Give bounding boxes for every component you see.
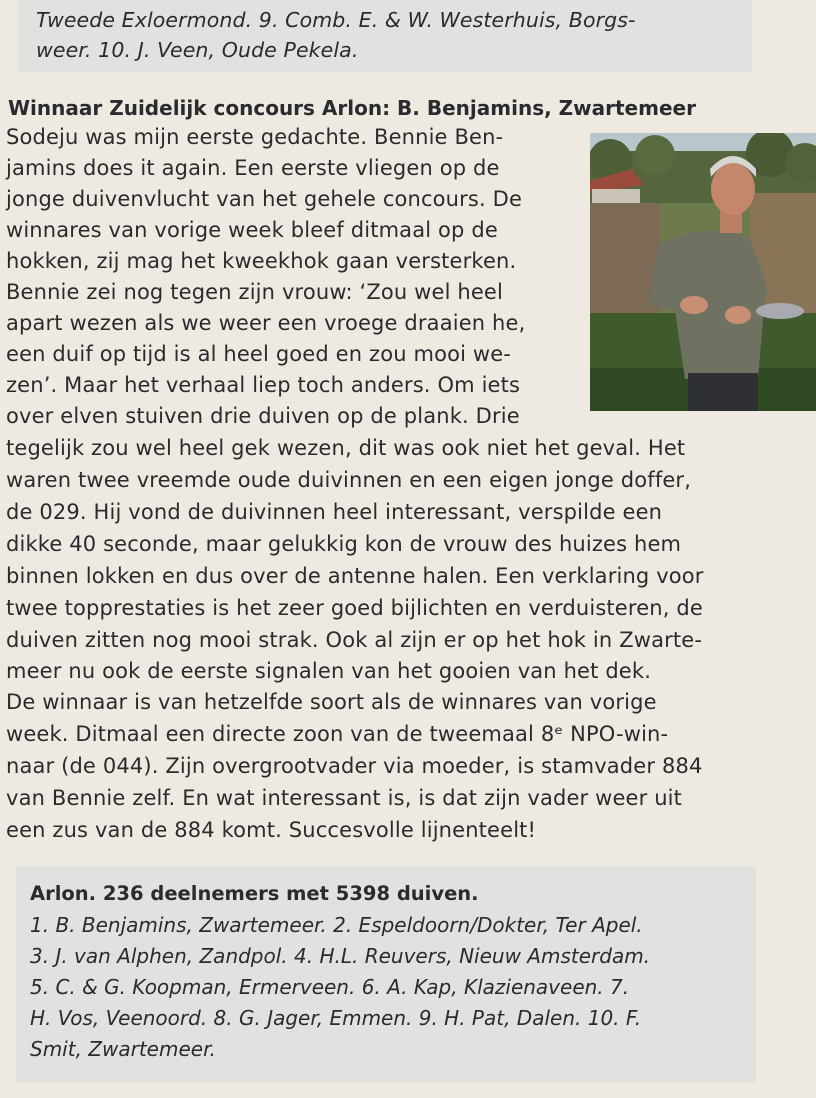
article-line: meer nu ook de eerste signalen van het gooien van het dek.: [6, 659, 652, 683]
results-line: H. Vos, Veenoord. 8. G. Jager, Emmen. 9. H. Pat, Dalen. 10. F.: [30, 1006, 642, 1030]
article-line: een duif op tijd is al heel goed en zou mooi we-: [6, 342, 512, 366]
results-title: Arlon. 236 deelnemers met 5398 duiven.: [30, 882, 479, 905]
results-line: 1. B. Benjamins, Zwartemeer. 2. Espeldoorn/Dokter, Ter Apel.: [30, 913, 643, 937]
article-line: winnares van vorige week bleef ditmaal op de: [6, 218, 498, 242]
article-line: twee topprestaties is het zeer goed bijlichten en verduisteren, de: [6, 596, 703, 620]
article-line: jamins does it again. Een eerste vliegen op de: [6, 156, 500, 180]
article-line: binnen lokken en dus over de antenne halen. Een verklaring voor: [6, 564, 704, 588]
results-line: 5. C. & G. Koopman, Ermerveen. 6. A. Kap, Klazienaveen. 7.: [30, 975, 630, 999]
results-line: 3. J. van Alphen, Zandpol. 4. H.L. Reuvers, Nieuw Amsterdam.: [30, 944, 651, 968]
arlon-results-box: [16, 866, 756, 1082]
results-line: Tweede Exloermond. 9. Comb. E. & W. Westerhuis, Borgs-: [36, 8, 636, 32]
article-line: de 029. Hij vond de duivinnen heel interessant, verspilde een: [6, 500, 663, 524]
article-line: hokken, zij mag het kweekhok gaan versterken.: [6, 249, 517, 273]
article-line: Sodeju was mijn eerste gedachte. Bennie Ben-: [6, 125, 504, 149]
article-line: De winnaar is van hetzelfde soort als de winnares van vorige: [6, 690, 657, 714]
article-line: over elven stuiven drie duiven op de plank. Drie: [6, 404, 520, 428]
article-line: Bennie zei nog tegen zijn vrouw: ‘Zou wel heel: [6, 280, 503, 304]
article-line: tegelijk zou wel heel gek wezen, dit was ook niet het geval. Het: [6, 436, 686, 460]
article-line: een zus van de 884 komt. Succesvolle lijnenteelt!: [6, 818, 537, 842]
article-line: jonge duivenvlucht van het gehele concours. De: [6, 187, 523, 211]
article-line: naar (de 044). Zijn overgrootvader via moeder, is stamvader 884: [6, 754, 703, 778]
previous-results-box: [18, 0, 752, 72]
article-heading: Winnaar Zuidelijk concours Arlon: B. Benjamins, Zwartemeer: [8, 96, 696, 120]
winner-photo: [590, 133, 816, 411]
article-line: week. Ditmaal een directe zoon van de tweemaal 8ᵉ NPO-win-: [6, 722, 669, 746]
article-line: zen’. Maar het verhaal liep toch anders. Om iets: [6, 373, 521, 397]
article-line: dikke 40 seconde, maar gelukkig kon de vrouw des huizes hem: [6, 532, 682, 556]
results-line: Smit, Zwartemeer.: [30, 1037, 216, 1061]
article-line: waren twee vreemde oude duivinnen en een eigen jonge doffer,: [6, 468, 692, 492]
article-line: van Bennie zelf. En wat interessant is, is dat zijn vader weer uit: [6, 786, 683, 810]
article-line: duiven zitten nog mooi strak. Ook al zijn er op het hok in Zwarte-: [6, 628, 703, 652]
results-line: weer. 10. J. Veen, Oude Pekela.: [36, 38, 359, 62]
article-line: apart wezen als we weer een vroege draaien he,: [6, 311, 526, 335]
